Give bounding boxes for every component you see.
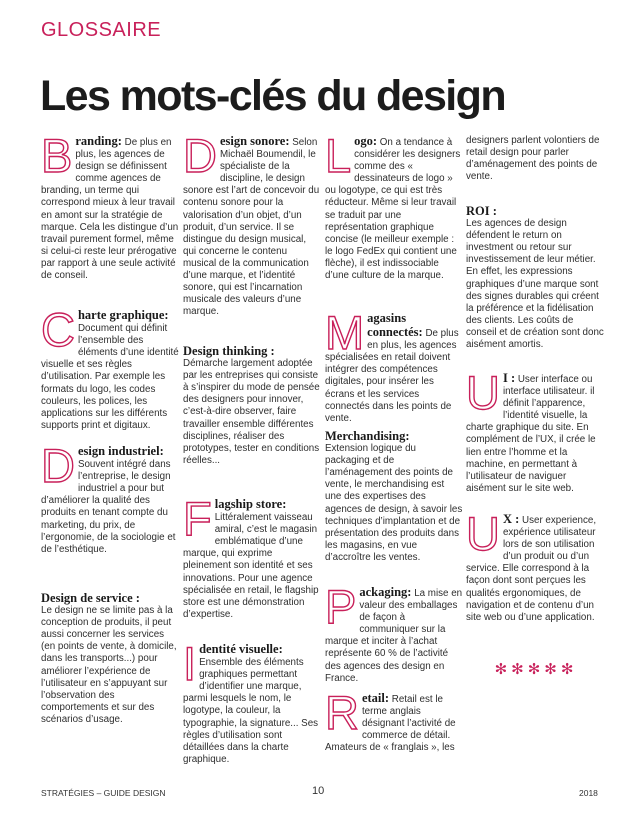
entry-text: Extension logique du packaging et de l’aménagement des points de vente, le merchandising est une des expertises des agences de design, à savoir les techniques d’implantation et de présentation des produits dans les magasins, en vue d’accroître les ventes. <box>325 443 463 563</box>
entry-design-sonore <box>183 129 321 327</box>
page-title: Les mots-clés du design <box>40 72 505 120</box>
drop-cap: D <box>183 129 217 182</box>
entry-term: Merchandising: <box>325 429 410 443</box>
entry-term: Design thinking : <box>183 344 275 358</box>
drop-cap: L <box>325 129 352 182</box>
entry-identite-visuelle <box>183 637 321 770</box>
entry-term: esign industriel: <box>77 444 164 458</box>
drop-cap: D <box>41 439 75 492</box>
entry-term: Design de service : <box>41 591 140 605</box>
entry-term: agasins connectés: <box>367 311 423 340</box>
drop-cap: I <box>183 637 197 690</box>
entry-flagship-store <box>183 492 321 626</box>
entry-term: etail: <box>361 691 390 705</box>
drop-cap: C <box>41 303 75 356</box>
drop-cap: R <box>325 686 359 739</box>
entry-term: harte graphique: <box>77 308 169 322</box>
entry-text: Ensemble des éléments graphiques permettant d’identifier une marque, parmi lesquels le nom, le logotype, la couleur, la typographie, la signature... Ses règles d’utilisation sont détaillées dans la charte graphique. <box>183 657 319 765</box>
section-rubric: GLOSSAIRE <box>41 19 162 41</box>
entry-text: Le design ne se limite pas à la conception de produits, il peut aussi concerner les services (en points de vente, à domicile, dans les transports...) pour améliorer l’expérience de l’utilisateur en s’appuyant sur l’observation des comportements et sur des scénarios d’usage. <box>41 605 177 725</box>
drop-cap: P <box>325 580 357 633</box>
entry-term: ROI : <box>466 204 497 218</box>
drop-cap: U <box>466 366 500 419</box>
footer-page-number: 10 <box>312 785 325 797</box>
column-2 <box>183 129 321 770</box>
entry-merchandising <box>325 430 463 570</box>
entry-charte <box>41 303 179 431</box>
entry-term: randing: <box>75 134 122 148</box>
entry-term: dentité visuelle: <box>199 642 283 656</box>
entry-logo <box>325 129 463 290</box>
entry-text: Document qui définit l’ensemble des éléments d’une identité visuelle et ses règles d’utilisation. Par exemple les formats du logo, les codes couleurs, les polices, les applications sur les différents supports print et digitaux. <box>41 323 179 431</box>
entry-text: Selon Michaël Boumendil, le spécialiste de la discipline, le design sonore est l’art de concevoir du contenu sonore pour la valorisation d’un objet, d’un produit, d’un service. Il se distingue du design musical, qui concerne le contenu musical de la communication d’une marque, et l’identité sonore, qui est l’incarnation musicale des valeurs d’une marque. <box>183 137 320 318</box>
entry-design-industriel <box>41 439 179 572</box>
entry-text: Les agences de design défendent le return on investment ou retour sur investissement de leur métier. En effet, les expressions graphiques d’une marque sont des signes durables qui créent la préférence et la fidélisation des clients. Les coûts de conseil et de création sont donc aisément amortis. <box>466 218 604 351</box>
entry-text: La mise en valeur des emballages de façon à communiquer sur la marque et inciter à l’achat représente 60 % de l’activité des agences des design en France. <box>325 588 463 684</box>
entry-term: ackaging: <box>359 585 412 599</box>
entry-retail <box>325 686 463 760</box>
entry-text: De plus en plus, les agences de design se définissent comme agences de branding, un terme qui correspond mieux à leur travail en amont sur la stratégie de marque. Cela les distingue d’un travail purement formel, même si celui-ci reste leur prérogative par rapport à une seule activité de conseil. <box>41 137 179 282</box>
entry-term: esign sonore: <box>219 134 290 148</box>
entry-design-de-service <box>41 592 179 742</box>
entry-branding <box>41 129 179 286</box>
entry-term: X : <box>502 512 520 526</box>
entry-packaging <box>325 580 463 684</box>
drop-cap: U <box>466 507 500 560</box>
footer-year: 2018 <box>579 788 598 798</box>
column-1 <box>41 129 179 742</box>
entry-retail-continued: designers parlent volontiers de retail design pour parler d’aménagement des points de vente. <box>466 135 600 183</box>
entry-text: User experience, expérience utilisateur lors de son utilisation d’un produit ou d’un service. Elle correspond à la façon dont sont perçues les qualités ergonomiques, de navigation et de contenu d’un site web ou d’une application. <box>466 515 597 623</box>
closing-stars: ✻✻✻✻✻ <box>494 661 578 678</box>
entry-text: Retail est le terme anglais désignant l’activité de commerce de détail. Amateurs de « franglais », les <box>325 694 456 754</box>
entry-text: De plus en plus, les agences spécialisées en retail doivent intégrer des compétences digitales, pour insérer les écrans et les services connectés dans les points de vente. <box>325 328 459 424</box>
drop-cap: M <box>325 306 365 359</box>
footer-publication: STRATÉGIES – GUIDE DESIGN <box>41 788 166 798</box>
entry-term: ogo: <box>354 134 378 148</box>
drop-cap: F <box>183 492 212 545</box>
entry-text: Littéralement vaisseau amiral, c’est le magasin emblématique d’une marque, qui exprime pleinement son identité et ses innovations. Pour une agence spécialisée en retail, le flagship store est une démonstration d’expertise. <box>183 512 319 620</box>
entry-term: lagship store: <box>214 497 287 511</box>
entry-design-thinking <box>183 345 321 480</box>
entry-ux <box>466 507 606 638</box>
entry-text: Souvent intégré dans l’entreprise, le design industriel a pour but d’améliorer la qualité des produits en tenant compte du marketing, du prix, de l’ergonomie, de la sociologie et de l’esthétique. <box>41 459 176 555</box>
entry-magasins-connectes <box>325 306 463 424</box>
column-4 <box>466 135 606 678</box>
column-3 <box>325 129 463 760</box>
entry-term: I : <box>502 371 516 385</box>
entry-text: User interface ou interface utilisateur. il définit l’apparence, l’identité visuelle, la charte graphique du site. En complément de l’UX, il crée le lien entre l’homme et la machine, en permettant à l’utilisateur de naviguer aisément sur le site web. <box>466 374 596 494</box>
entry-text: On a tendance à considérer les designers comme des « dessinateurs de logo » ou logotype, ce qui est très réducteur. Même si leur travail se traduit par une représentation graphique concise (le meilleur exemple : le logo FedEx qui contient une flèche), il est indissociable d’une culture de la marque. <box>325 137 461 282</box>
entry-roi <box>466 205 606 350</box>
drop-cap: B <box>41 129 73 182</box>
entry-ui <box>466 366 606 497</box>
entry-text: Démarche largement adoptée par les entreprises qui consiste à s’inspirer du mode de pensée des designers pour innover, c’est-à-dire observer, faire travailler ensemble différentes disciplines, réaliser des prototypes, tester en conditions réelles... <box>183 358 320 466</box>
